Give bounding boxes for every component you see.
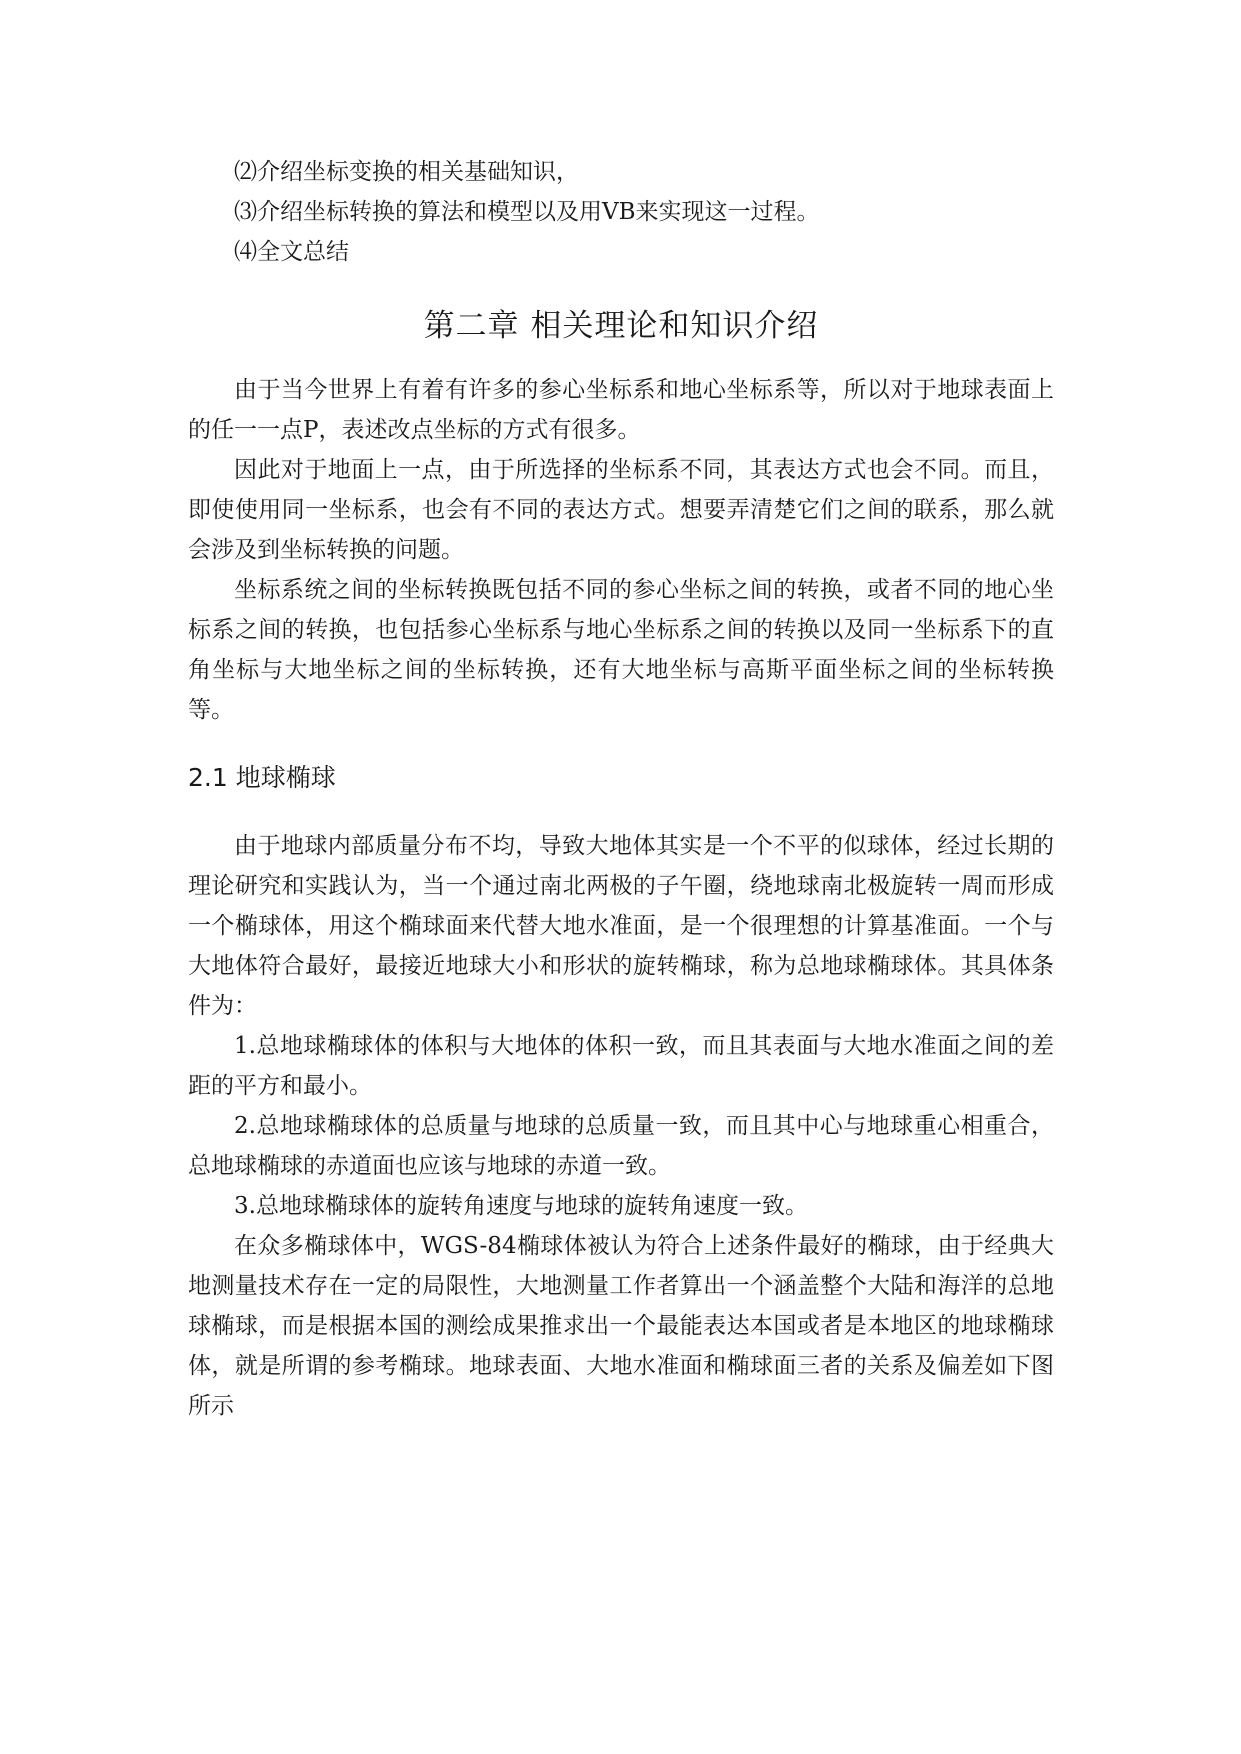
condition-item: 2.总地球椭球体的总质量与地球的总质量一致，而且其中心与地球重心相重合，总地球椭球的赤道面也应该与地球的赤道一致。 bbox=[188, 1113, 1054, 1179]
paragraph: 因此对于地面上一点，由于所选择的坐标系不同，其表达方式也会不同。而且，即使使用同一坐标系，也会有不同的表达方式。想要弄清楚它们之间的联系，那么就会涉及到坐标转换的问题。 bbox=[188, 457, 1054, 563]
condition-item: 1.总地球椭球体的体积与大地体的体积一致，而且其表面与大地水准面之间的差距的平方和最小。 bbox=[188, 1033, 1054, 1099]
outline-list bbox=[188, 152, 1054, 272]
list-item: ⑵介绍坐标变换的相关基础知识， bbox=[234, 159, 579, 185]
paragraph: 由于地球内部质量分布不均，导致大地体其实是一个不平的似球体，经过长期的理论研究和实践认为，当一个通过南北两极的子午圈，绕地球南北极旋转一周而形成一个椭球体，用这个椭球面来代替大地水准面，是一个很理想的计算基准面。一个与大地体符合最好，最接近地球大小和形状的旋转椭球，称为总地球椭球体。其具体条件为： bbox=[188, 833, 1054, 1019]
chapter-intro bbox=[188, 370, 1054, 730]
section-title: 2.1 地球椭球 bbox=[188, 763, 336, 792]
section-body bbox=[188, 826, 1054, 1426]
paragraph: 在众多椭球体中，WGS-84椭球体被认为符合上述条件最好的椭球，由于经典大地测量技术存在一定的局限性，大地测量工作者算出一个涵盖整个大陆和海洋的总地球椭球，而是根据本国的测绘成果推求出一个最能表达本国或者是本地区的地球椭球体，就是所谓的参考椭球。地球表面、大地水准面和椭球面三者的关系及偏差如下图所示 bbox=[188, 1233, 1054, 1419]
page-content bbox=[188, 152, 1054, 1426]
paragraph: 坐标系统之间的坐标转换既包括不同的参心坐标之间的转换，或者不同的地心坐标系之间的转换，也包括参心坐标系与地心坐标系之间的转换以及同一坐标系下的直角坐标与大地坐标之间的坐标转换，还有大地坐标与高斯平面坐标之间的坐标转换等。 bbox=[188, 577, 1054, 723]
list-item: ⑶介绍坐标转换的算法和模型以及用VB来实现这一过程。 bbox=[234, 199, 820, 225]
condition-item: 3.总地球椭球体的旋转角速度与地球的旋转角速度一致。 bbox=[234, 1193, 808, 1219]
paragraph: 由于当今世界上有着有许多的参心坐标系和地心坐标系等，所以对于地球表面上的任一一点P，表述改点坐标的方式有很多。 bbox=[188, 377, 1054, 443]
list-item: ⑷全文总结 bbox=[234, 239, 349, 265]
chapter-title: 第二章 相关理论和知识介绍 bbox=[423, 308, 819, 344]
